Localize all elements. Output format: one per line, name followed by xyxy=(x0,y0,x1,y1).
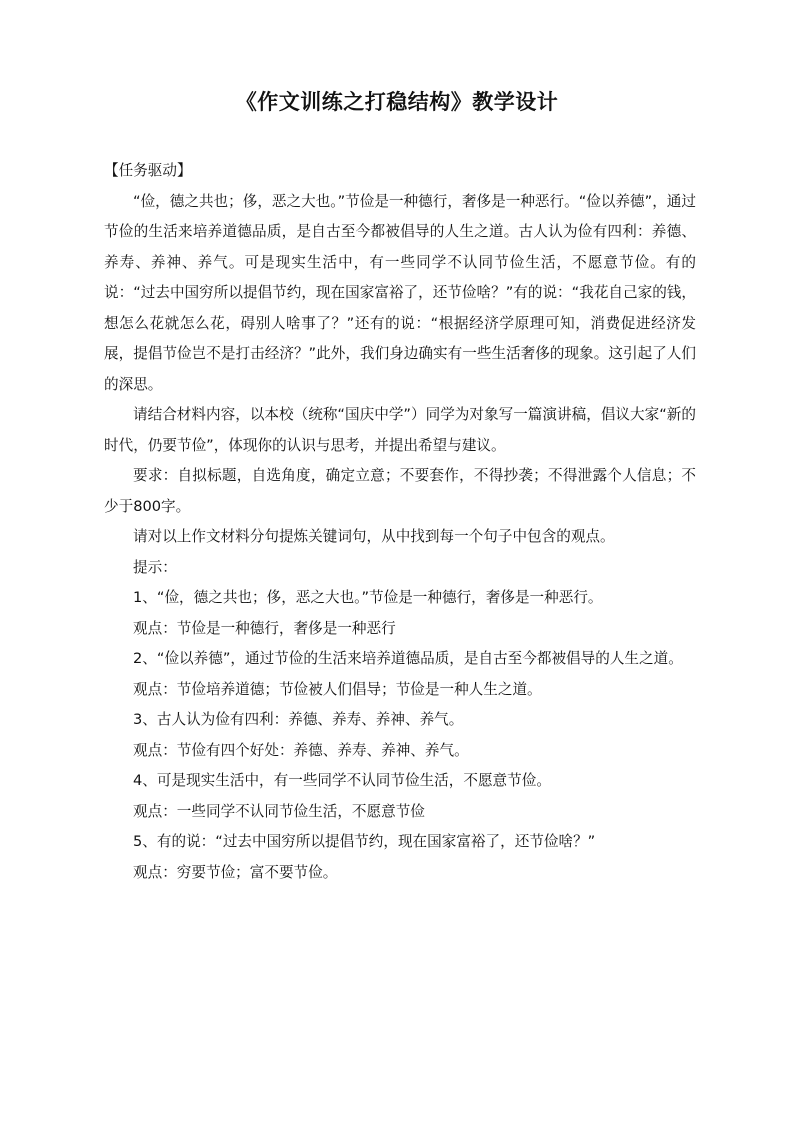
instruction-paragraph: 请对以上作文材料分句提炼关键词句，从中找到每一个句子中包含的观点。 xyxy=(133,528,615,545)
hint-viewpoint-4: 观点：一些同学不认同节俭生活，不愿意节俭 xyxy=(133,802,425,820)
hint-viewpoint-5: 观点：穷要节俭；富不要节俭。 xyxy=(133,863,338,881)
material-paragraph: “俭，德之共也；侈，恶之大也。”节俭是一种德行，奢侈是一种恶行。“俭以养德”，通过节俭的生活来培养道德品质，是自古至今都被倡导的人生之道。古人认为俭有四利：养德、养寿、养神、养气。可是现实生活中，有一些同学不认同节俭生活，不愿意节俭。有的说：“过去中国穷所以提倡节约，现在国家富裕了，还节俭啥？”有的说：“我花自己家的钱，想怎么花就怎么花，碍别人啥事了？”还有的说：“根据经济学原理可知，消费促进经济发展，提倡节俭岂不是打击经济？”此外，我们身边确实有一些生活奢侈的现象。这引起了人们的深思。 xyxy=(104,192,696,393)
hint-sentence-1: 1、“俭，德之共也；侈，恶之大也。”节俭是一种德行，奢侈是一种恶行。 xyxy=(133,589,603,606)
document-body xyxy=(104,156,696,888)
task-paragraph: 请结合材料内容，以本校（统称“国庆中学”）同学为对象写一篇演讲稿，倡议大家“新的时代，仍要节俭”，体现你的认识与思考，并提出希望与建议。 xyxy=(104,406,696,454)
hint-viewpoint-3: 观点：节俭有四个好处：养德、养寿、养神、养气。 xyxy=(133,741,469,759)
hint-label: 提示： xyxy=(133,558,177,576)
page-title: 《作文训练之打稳结构》教学设计 xyxy=(235,89,559,114)
requirements-paragraph: 要求：自拟标题，自选角度，确定立意；不要套作，不得抄袭；不得泄露个人信息；不少于800字。 xyxy=(104,467,696,515)
hint-sentence-2: 2、“俭以养德”，通过节俭的生活来培养道德品质，是自古至今都被倡导的人生之道。 xyxy=(133,650,683,667)
hint-viewpoint-2: 观点：节俭培养道德；节俭被人们倡导；节俭是一种人生之道。 xyxy=(133,680,542,698)
section-label: 【任务驱动】 xyxy=(104,162,192,179)
hint-sentence-3: 3、古人认为俭有四利：养德、养寿、养神、养气。 xyxy=(133,711,464,728)
hint-sentence-4: 4、可是现实生活中，有一些同学不认同节俭生活，不愿意节俭。 xyxy=(133,772,551,789)
hint-viewpoint-1: 观点：节俭是一种德行，奢侈是一种恶行 xyxy=(133,619,396,637)
hint-sentence-5: 5、有的说：“过去中国穷所以提倡节约，现在国家富裕了，还节俭啥？” xyxy=(133,833,596,850)
